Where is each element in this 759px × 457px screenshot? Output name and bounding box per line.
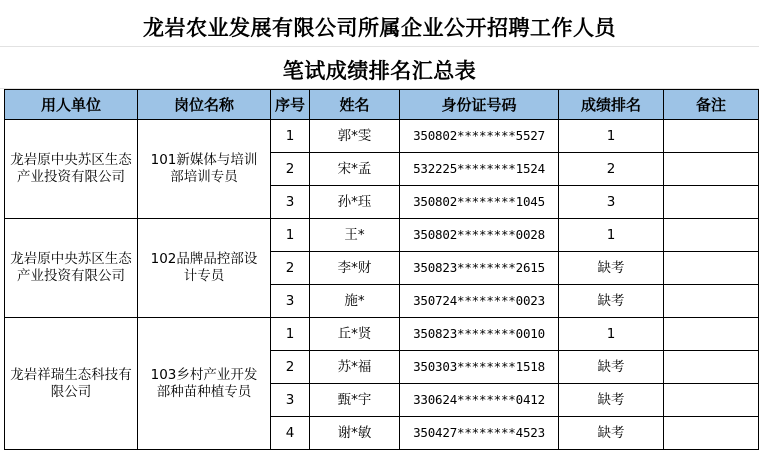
header-no[interactable]: 序号 bbox=[271, 90, 310, 120]
unit-cell[interactable]: 龙岩原中央苏区生态产业投资有限公司 bbox=[5, 219, 138, 318]
no-cell[interactable]: 1 bbox=[271, 219, 310, 252]
header-id-number[interactable]: 身份证号码 bbox=[400, 90, 559, 120]
no-cell[interactable]: 4 bbox=[271, 417, 310, 450]
name-cell[interactable]: 谢*敏 bbox=[310, 417, 400, 450]
note-cell[interactable] bbox=[664, 318, 759, 351]
no-cell[interactable]: 3 bbox=[271, 384, 310, 417]
id-cell[interactable]: 350427********4523 bbox=[400, 417, 559, 450]
note-cell[interactable] bbox=[664, 417, 759, 450]
id-cell[interactable]: 330624********0412 bbox=[400, 384, 559, 417]
note-cell[interactable] bbox=[664, 252, 759, 285]
no-cell[interactable]: 2 bbox=[271, 252, 310, 285]
name-cell[interactable]: 宋*孟 bbox=[310, 153, 400, 186]
name-cell[interactable]: 苏*福 bbox=[310, 351, 400, 384]
name-cell[interactable]: 王* bbox=[310, 219, 400, 252]
id-cell[interactable]: 350802********1045 bbox=[400, 186, 559, 219]
no-cell[interactable]: 3 bbox=[271, 186, 310, 219]
table-row bbox=[5, 120, 759, 153]
rank-cell[interactable]: 缺考 bbox=[559, 417, 664, 450]
header-unit[interactable]: 用人单位 bbox=[5, 90, 138, 120]
header-note[interactable]: 备注 bbox=[664, 90, 759, 120]
score-table bbox=[4, 89, 759, 450]
no-cell[interactable]: 2 bbox=[271, 153, 310, 186]
post-cell[interactable]: 101新媒体与培训部培训专员 bbox=[138, 120, 271, 219]
note-cell[interactable] bbox=[664, 351, 759, 384]
table-row bbox=[5, 219, 759, 252]
note-cell[interactable] bbox=[664, 153, 759, 186]
no-cell[interactable]: 1 bbox=[271, 318, 310, 351]
page-title: 龙岩农业发展有限公司所属企业公开招聘工作人员 bbox=[143, 16, 616, 40]
no-cell[interactable]: 1 bbox=[271, 120, 310, 153]
rank-cell[interactable]: 2 bbox=[559, 153, 664, 186]
id-cell[interactable]: 350802********0028 bbox=[400, 219, 559, 252]
name-cell[interactable]: 孙*珏 bbox=[310, 186, 400, 219]
table-header-row bbox=[5, 90, 759, 120]
name-cell[interactable]: 甄*宇 bbox=[310, 384, 400, 417]
id-cell[interactable]: 350802********5527 bbox=[400, 120, 559, 153]
rank-cell[interactable]: 缺考 bbox=[559, 384, 664, 417]
rank-cell[interactable]: 1 bbox=[559, 318, 664, 351]
rank-cell[interactable]: 缺考 bbox=[559, 285, 664, 318]
no-cell[interactable]: 3 bbox=[271, 285, 310, 318]
post-cell[interactable]: 102品牌品控部设计专员 bbox=[138, 219, 271, 318]
note-cell[interactable] bbox=[664, 219, 759, 252]
unit-cell[interactable]: 龙岩祥瑞生态科技有限公司 bbox=[5, 318, 138, 450]
page-subtitle: 笔试成绩排名汇总表 bbox=[282, 59, 477, 83]
header-rank[interactable]: 成绩排名 bbox=[559, 90, 664, 120]
post-cell[interactable]: 103乡村产业开发部种苗种植专员 bbox=[138, 318, 271, 450]
id-cell[interactable]: 350823********2615 bbox=[400, 252, 559, 285]
sheet-gridline bbox=[0, 46, 759, 47]
rank-cell[interactable]: 1 bbox=[559, 219, 664, 252]
name-cell[interactable]: 郭*雯 bbox=[310, 120, 400, 153]
name-cell[interactable]: 李*财 bbox=[310, 252, 400, 285]
id-cell[interactable]: 532225********1524 bbox=[400, 153, 559, 186]
header-name[interactable]: 姓名 bbox=[310, 90, 400, 120]
rank-cell[interactable]: 缺考 bbox=[559, 351, 664, 384]
note-cell[interactable] bbox=[664, 285, 759, 318]
name-cell[interactable]: 丘*贤 bbox=[310, 318, 400, 351]
rank-cell[interactable]: 缺考 bbox=[559, 252, 664, 285]
note-cell[interactable] bbox=[664, 120, 759, 153]
header-post[interactable]: 岗位名称 bbox=[138, 90, 271, 120]
name-cell[interactable]: 施* bbox=[310, 285, 400, 318]
id-cell[interactable]: 350823********0010 bbox=[400, 318, 559, 351]
id-cell[interactable]: 350724********0023 bbox=[400, 285, 559, 318]
id-cell[interactable]: 350303********1518 bbox=[400, 351, 559, 384]
note-cell[interactable] bbox=[664, 384, 759, 417]
unit-cell[interactable]: 龙岩原中央苏区生态产业投资有限公司 bbox=[5, 120, 138, 219]
note-cell[interactable] bbox=[664, 186, 759, 219]
table-row bbox=[5, 318, 759, 351]
rank-cell[interactable]: 1 bbox=[559, 120, 664, 153]
rank-cell[interactable]: 3 bbox=[559, 186, 664, 219]
no-cell[interactable]: 2 bbox=[271, 351, 310, 384]
